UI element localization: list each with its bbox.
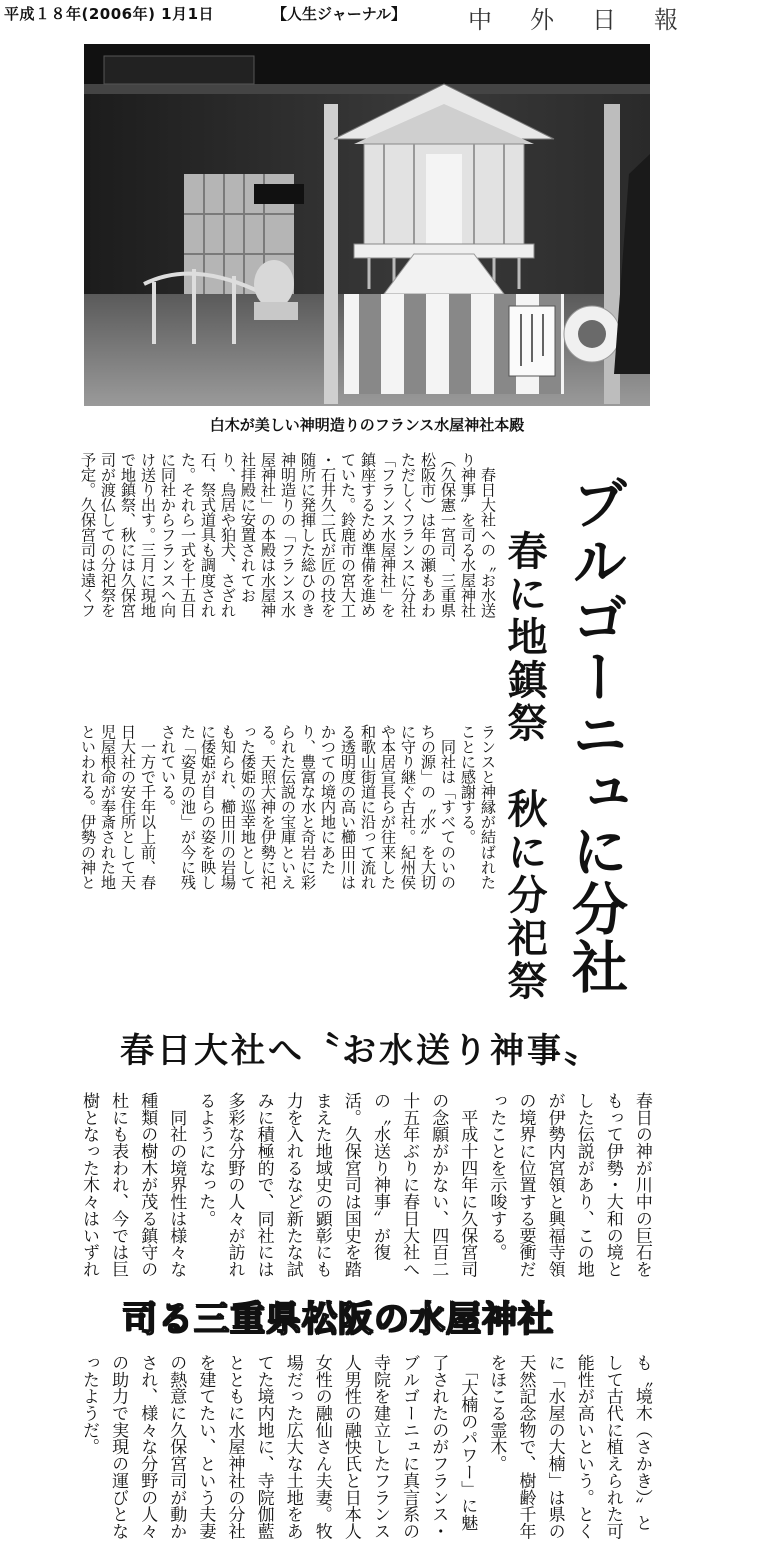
text-column: の助力で実現の運びとな (108, 1354, 129, 1540)
text-column: に倭姫が自らの姿を映し (199, 724, 217, 890)
text-column: 場だった広大な土地をあ (282, 1354, 303, 1540)
text-column: 女性の融仙さん夫妻。牧 (311, 1354, 332, 1540)
text-column: を建てたい、という夫妻 (195, 1354, 216, 1540)
text-column: に「水屋の大楠」は県の (544, 1354, 565, 1540)
text-column: 和歌山街道に沿って流れ (359, 724, 377, 890)
text-column: た。それら一式を十五日 (179, 452, 197, 618)
text-column: され、様々な分野の人々 (137, 1354, 158, 1540)
text-column: 一方で千年以上前、春 (139, 724, 157, 890)
text-column: も知られ、櫛田川の岩場 (219, 724, 237, 890)
text-column: みに積極的で、同社には (253, 1092, 274, 1278)
text-column: 寺院を建立したフランス (370, 1354, 390, 1540)
subheadline: 春に地鎮祭 秋に分祀祭 (501, 530, 547, 1003)
text-column: 「大楠のパワー」に魅 (457, 1354, 478, 1531)
publication-date: 平成１８年(2006年) 1月1日 (4, 5, 215, 23)
text-column: かつての境内地にあた (319, 724, 337, 875)
text-column: ていた。鈴鹿市の宮大工 (339, 452, 357, 618)
photo-caption: 白木が美しい神明造りのフランス水屋神社本殿 (209, 416, 525, 434)
text-column: が伊勢内宮領と興福寺領 (544, 1092, 565, 1278)
text-column: 随所に発揮した総ひのき (299, 452, 317, 618)
text-column: 天然記念物で、樹齢千年 (515, 1354, 536, 1540)
text-column: や本居宣長らが往来した (379, 724, 397, 890)
text-column: られた伝説の宝庫といえ (279, 724, 297, 890)
text-column: 多彩な分野の人々が訪れ (224, 1092, 245, 1278)
text-column: （久保憲一宮司、三重県 (439, 452, 457, 618)
text-column: ちの源」の〝水〟を大切 (419, 724, 437, 890)
text-column: に同社からフランスへ向 (159, 452, 177, 618)
text-column: 「フランス水屋神社」を (379, 452, 397, 618)
text-column: 平成十四年に久保宮司 (457, 1092, 478, 1278)
text-column: てた境内地に、寺院伽藍 (253, 1354, 274, 1540)
text-column: といわれる。伊勢の神と (79, 724, 97, 890)
text-column: ことに感謝する。 (459, 724, 477, 845)
text-column: されている。 (159, 724, 177, 815)
newspaper-name: 中外日報 (468, 6, 716, 34)
text-column: 春日の神が川中の巨石を (631, 1092, 652, 1278)
text-column: した伝説があり、この地 (573, 1092, 594, 1278)
text-column: 児屋根命が奉斎された地 (99, 724, 117, 890)
text-column: 石、祭式道具も調度され (199, 452, 217, 618)
text-column: ったことを示唆する。 (486, 1092, 507, 1261)
text-column: 社拝殿に安置されてお (239, 452, 257, 603)
text-column: 司が渡仏しての分祀祭を (99, 452, 117, 618)
text-column: た「姿見の池」が今に残 (179, 724, 197, 890)
text-column: 人男性の融快氏と日本人 (340, 1354, 361, 1540)
text-column: をほこる霊木。 (486, 1354, 507, 1472)
text-column: 能性が高いという。とく (573, 1354, 594, 1540)
text-column: 屋神社」の本殿は水屋神 (259, 452, 277, 618)
text-column: け送り出す。三月に現地 (139, 452, 157, 618)
text-column: る。天照大神を伊勢に祀 (259, 724, 277, 890)
text-column: 日大社の安住所として天 (119, 724, 137, 890)
section-headline-2: 司る三重県松阪の水屋神社 (122, 1300, 555, 1340)
text-column: の念願がかない、四百二 (428, 1092, 449, 1278)
text-column: に守り継ぐ古社。紀州侯 (399, 724, 417, 890)
text-column: まえた地域史の顕彰にも (311, 1092, 332, 1278)
text-column: とともに水屋神社の分社 (224, 1354, 245, 1540)
text-column: 十五年ぶりに春日大社へ (399, 1092, 420, 1278)
text-column: 予定。久保宮司は遠くフ (79, 452, 97, 618)
text-column: 同社の境界性は様々な (166, 1092, 187, 1278)
text-column: る透明度の高い櫛田川は (339, 724, 357, 890)
text-column: ランスと神縁が結ばれた (479, 724, 497, 890)
text-column: 了されたのがフランス・ (428, 1354, 449, 1540)
text-column: り、鳥居や狛犬、さざれ (219, 452, 237, 618)
text-column: 樹となった木々はいずれ (79, 1092, 99, 1278)
text-column: の〝水送り神事〟が復 (370, 1092, 390, 1261)
headline: ブルゴーニュに分社 (563, 474, 628, 996)
text-column: もって伊勢・大和の境と (602, 1092, 623, 1278)
text-column: 活。久保宮司は国史を踏 (340, 1092, 361, 1278)
text-column: ・石井久二氏が匠の技を (319, 452, 337, 618)
text-column: の境界に位置する要衝だ (515, 1092, 536, 1278)
text-column: で地鎮祭、秋には久保宮 (119, 452, 137, 618)
text-column: ただしくフランスに分社 (399, 452, 417, 618)
text-column: 杜にも表われ、今では巨 (108, 1092, 129, 1278)
text-column: の熱意に久保宮司が動か (166, 1354, 187, 1540)
text-column: 種類の樹木が茂る鎮守の (137, 1092, 158, 1278)
text-column: 松阪市）は年の瀬もあわ (419, 452, 437, 618)
text-column: 同社は「すべてのいの (439, 724, 457, 890)
text-column: も〝境木（さかき）〟と (631, 1354, 652, 1531)
text-column: して古代に植えられた可 (602, 1354, 623, 1540)
text-column: ったようだ。 (79, 1354, 99, 1456)
text-column: 神明造りの「フランス水 (279, 452, 297, 618)
text-column: 春日大社への〝お水送 (479, 452, 497, 618)
section-headline-1: 春日大社へ〝お水送り神事〟 (120, 1031, 601, 1071)
text-column: るようになった。 (195, 1092, 216, 1227)
text-column: ブルゴーニュに真言系の (399, 1354, 420, 1540)
text-column: り神事〟を司る水屋神社 (459, 452, 477, 618)
text-column: 力を入れるなど新たな試 (282, 1092, 303, 1278)
text-column: った倭姫の巡幸地として (239, 724, 257, 890)
text-column: 鎮座するため準備を進め (359, 452, 377, 618)
section-name: 【人生ジャーナル】 (272, 5, 406, 23)
text-column: り、豊富な水と奇岩に彩 (299, 724, 317, 890)
